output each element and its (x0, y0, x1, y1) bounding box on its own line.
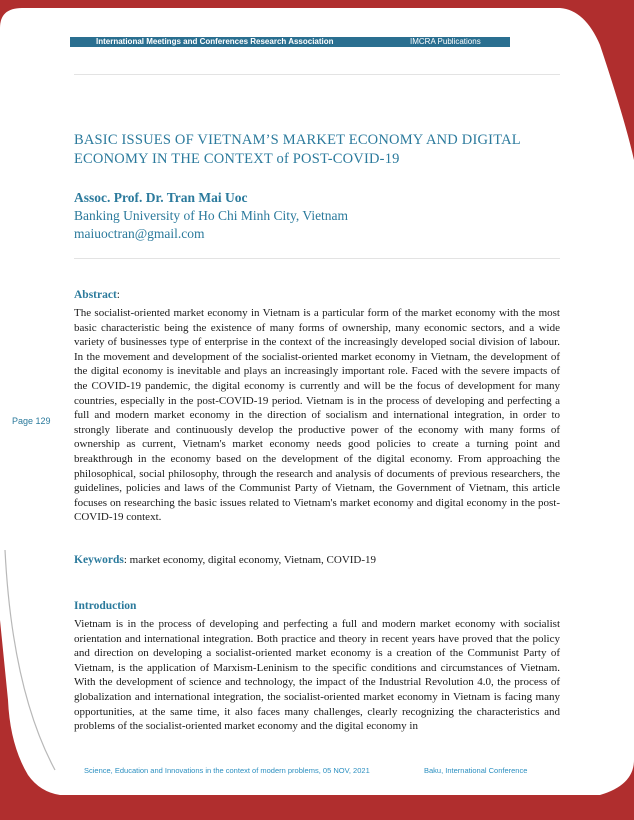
page-number: Page 129 (12, 416, 51, 426)
article-title: BASIC ISSUES OF VIETNAM’S MARKET ECONOMY AND DIGITAL ECONOMY IN THE CONTEXT of POST-COVID-19 (74, 132, 521, 167)
introduction-text: Vietnam is in the process of developing and perfecting a full and modern market economy with socialist orientation and international integration. Both practice and theory in recent years have proved that the policy and direction on developing a socialist-oriented market economy is a creation of the Communist Party of Vietnam, is the application of Marxism-Leninism to the specific conditions and circumstances of Vietnam. With the development of science and technology, the impact of the Industrial Revolution 4.0, the process of globalization and international integration, the socialist-oriented market economy in Vietnam is facing many opportunities, at the same time, it also faces many challenges, clearly recognizing the characteristics and problems of the socialist-oriented market economy and the digital economy in (74, 618, 560, 733)
author-name: Assoc. Prof. Dr. Tran Mai Uoc (74, 190, 248, 205)
top-divider (74, 74, 560, 75)
author-affiliation: Banking University of Ho Chi Minh City, Vietnam (74, 208, 349, 223)
header-publisher: IMCRA Publications (410, 37, 481, 46)
author-divider (74, 258, 560, 259)
footer-conference: Science, Education and Innovations in the context of modern problems, 05 NOV, 2021 (84, 766, 370, 775)
header-bar (70, 37, 510, 47)
abstract-label: Abstract (74, 289, 117, 301)
keywords-line: Keywords: market economy, digital economy, Vietnam, COVID-19 (74, 554, 377, 566)
keywords-label: Keywords (74, 554, 124, 566)
abstract-heading: Abstract: (74, 289, 120, 301)
keywords-text: market economy, digital economy, Vietnam, COVID-19 (129, 554, 377, 566)
author-email[interactable]: maiuoctran@gmail.com (74, 226, 205, 241)
abstract-text: The socialist-oriented market economy in Vietnam is a particular form of the market economy with the most basic characteristic being the existence of many forms of ownership, many economic sectors, and a wide variety of businesses type of enterprise in the context of the increasingly developed social division of labour. In the movement and development of the socialist-oriented market economy in Vietnam, the development of the digital economy is inevitable and plays an increasingly important role. Faced with the severe impacts of the COVID-19 pandemic, the digital economy is currently and will be the focus of development for many countries, especially in the post-COVID-19 period. Vietnam is in the process of developing and perfecting a full and modern market economy in the direction of socialism and international integration, in order to strongly liberate and continuously develop the productive power of the economy with many forms of ownership as current, Vietnam's market economy needs good policies to create a turning point and breakthrough in the economy based on the development of the digital economy. From approaching the philosophical, social philosophy, through the research and analysis of documents of previous researchers, the guidelines, policies and laws of the Communist Party of Vietnam, the Government of Vietnam, this article focuses on researching the basic issues related to Vietnam's market economy and digital economy in the post-COVID-19 context. (74, 307, 560, 524)
footer-location: Baku, International Conference (424, 766, 528, 775)
header-organization: International Meetings and Conferences Research Association (96, 37, 334, 46)
introduction-heading: Introduction (74, 600, 137, 612)
